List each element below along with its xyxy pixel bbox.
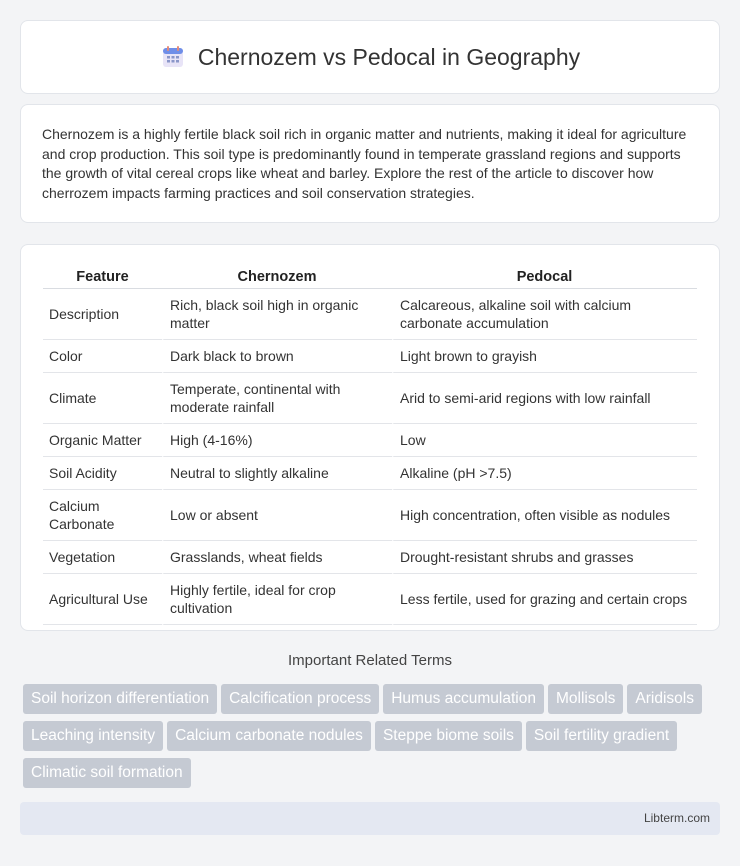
- related-term-tag[interactable]: Calcium carbonate nodules: [167, 721, 371, 751]
- related-terms-title: Important Related Terms: [288, 652, 452, 669]
- related-term-tag[interactable]: Mollisols: [548, 684, 623, 714]
- cell-chernozem: Neutral to slightly alkaline: [162, 457, 392, 490]
- cell-pedocal: Calcareous, alkaline soil with calcium carbonate accumulation: [392, 289, 697, 340]
- page-title: Chernozem vs Pedocal in Geography: [197, 43, 581, 70]
- cell-pedocal: High concentration, often visible as nodules: [392, 490, 697, 541]
- cell-feature: Soil Acidity: [43, 457, 162, 490]
- table-row: [43, 574, 697, 625]
- cell-pedocal: Light brown to grayish: [392, 340, 697, 373]
- header-card: [20, 20, 720, 94]
- related-term-tag[interactable]: Humus accumulation: [383, 684, 544, 714]
- related-term-tag[interactable]: Soil horizon differentiation: [23, 684, 217, 714]
- cell-feature: Vegetation: [43, 541, 162, 574]
- related-term-tag[interactable]: Leaching intensity: [23, 721, 163, 751]
- footer: [20, 802, 720, 835]
- cell-pedocal: Drought-resistant shrubs and grasses: [392, 541, 697, 574]
- table-row: [43, 424, 697, 457]
- comparison-table-card: [20, 244, 720, 631]
- cell-feature: Color: [43, 340, 162, 373]
- intro-card: [20, 104, 720, 223]
- table-row: [43, 541, 697, 574]
- related-terms-list: [23, 684, 723, 795]
- related-term-tag[interactable]: Climatic soil formation: [23, 758, 191, 788]
- related-term-tag[interactable]: Calcification process: [221, 684, 379, 714]
- cell-chernozem: Temperate, continental with moderate rainfall: [162, 373, 392, 424]
- cell-feature: Organic Matter: [43, 424, 162, 457]
- table-row: [43, 490, 697, 541]
- comparison-table: [43, 264, 697, 625]
- intro-text: Chernozem is a highly fertile black soil rich in organic matter and nutrients, making it ideal for agriculture and crop production. This soil type is predominantly found in temperate grassland regions and supports the growth of vital cereal crops like wheat and barley. Explore the rest of the article to discover how cherrozem impacts farming practices and soil conservation strategies.: [42, 126, 687, 201]
- related-term-tag[interactable]: Aridisols: [627, 684, 702, 714]
- related-term-tag[interactable]: Soil fertility gradient: [526, 721, 677, 751]
- cell-pedocal: Low: [392, 424, 697, 457]
- cell-chernozem: High (4-16%): [162, 424, 392, 457]
- table-row: [43, 340, 697, 373]
- cell-pedocal: Arid to semi-arid regions with low rainfall: [392, 373, 697, 424]
- cell-pedocal: Less fertile, used for grazing and certain crops: [392, 574, 697, 625]
- table-row: [43, 289, 697, 340]
- cell-chernozem: Low or absent: [162, 490, 392, 541]
- header-pedocal: Pedocal: [392, 264, 697, 289]
- cell-feature: Calcium Carbonate: [43, 490, 162, 541]
- header-chernozem: Chernozem: [162, 264, 392, 289]
- related-term-tag[interactable]: Steppe biome soils: [375, 721, 522, 751]
- header-feature: Feature: [43, 264, 162, 289]
- table-header-row: [43, 264, 697, 289]
- cell-chernozem: Grasslands, wheat fields: [162, 541, 392, 574]
- cell-pedocal: Alkaline (pH >7.5): [392, 457, 697, 490]
- cell-chernozem: Rich, black soil high in organic matter: [162, 289, 392, 340]
- table-row: [43, 457, 697, 490]
- cell-feature: Description: [43, 289, 162, 340]
- cell-feature: Agricultural Use: [43, 574, 162, 625]
- cell-chernozem: Highly fertile, ideal for crop cultivation: [162, 574, 392, 625]
- footer-site[interactable]: Libterm.com: [643, 811, 710, 825]
- calendar-icon: [160, 44, 186, 70]
- cell-feature: Climate: [43, 373, 162, 424]
- cell-chernozem: Dark black to brown: [162, 340, 392, 373]
- table-row: [43, 373, 697, 424]
